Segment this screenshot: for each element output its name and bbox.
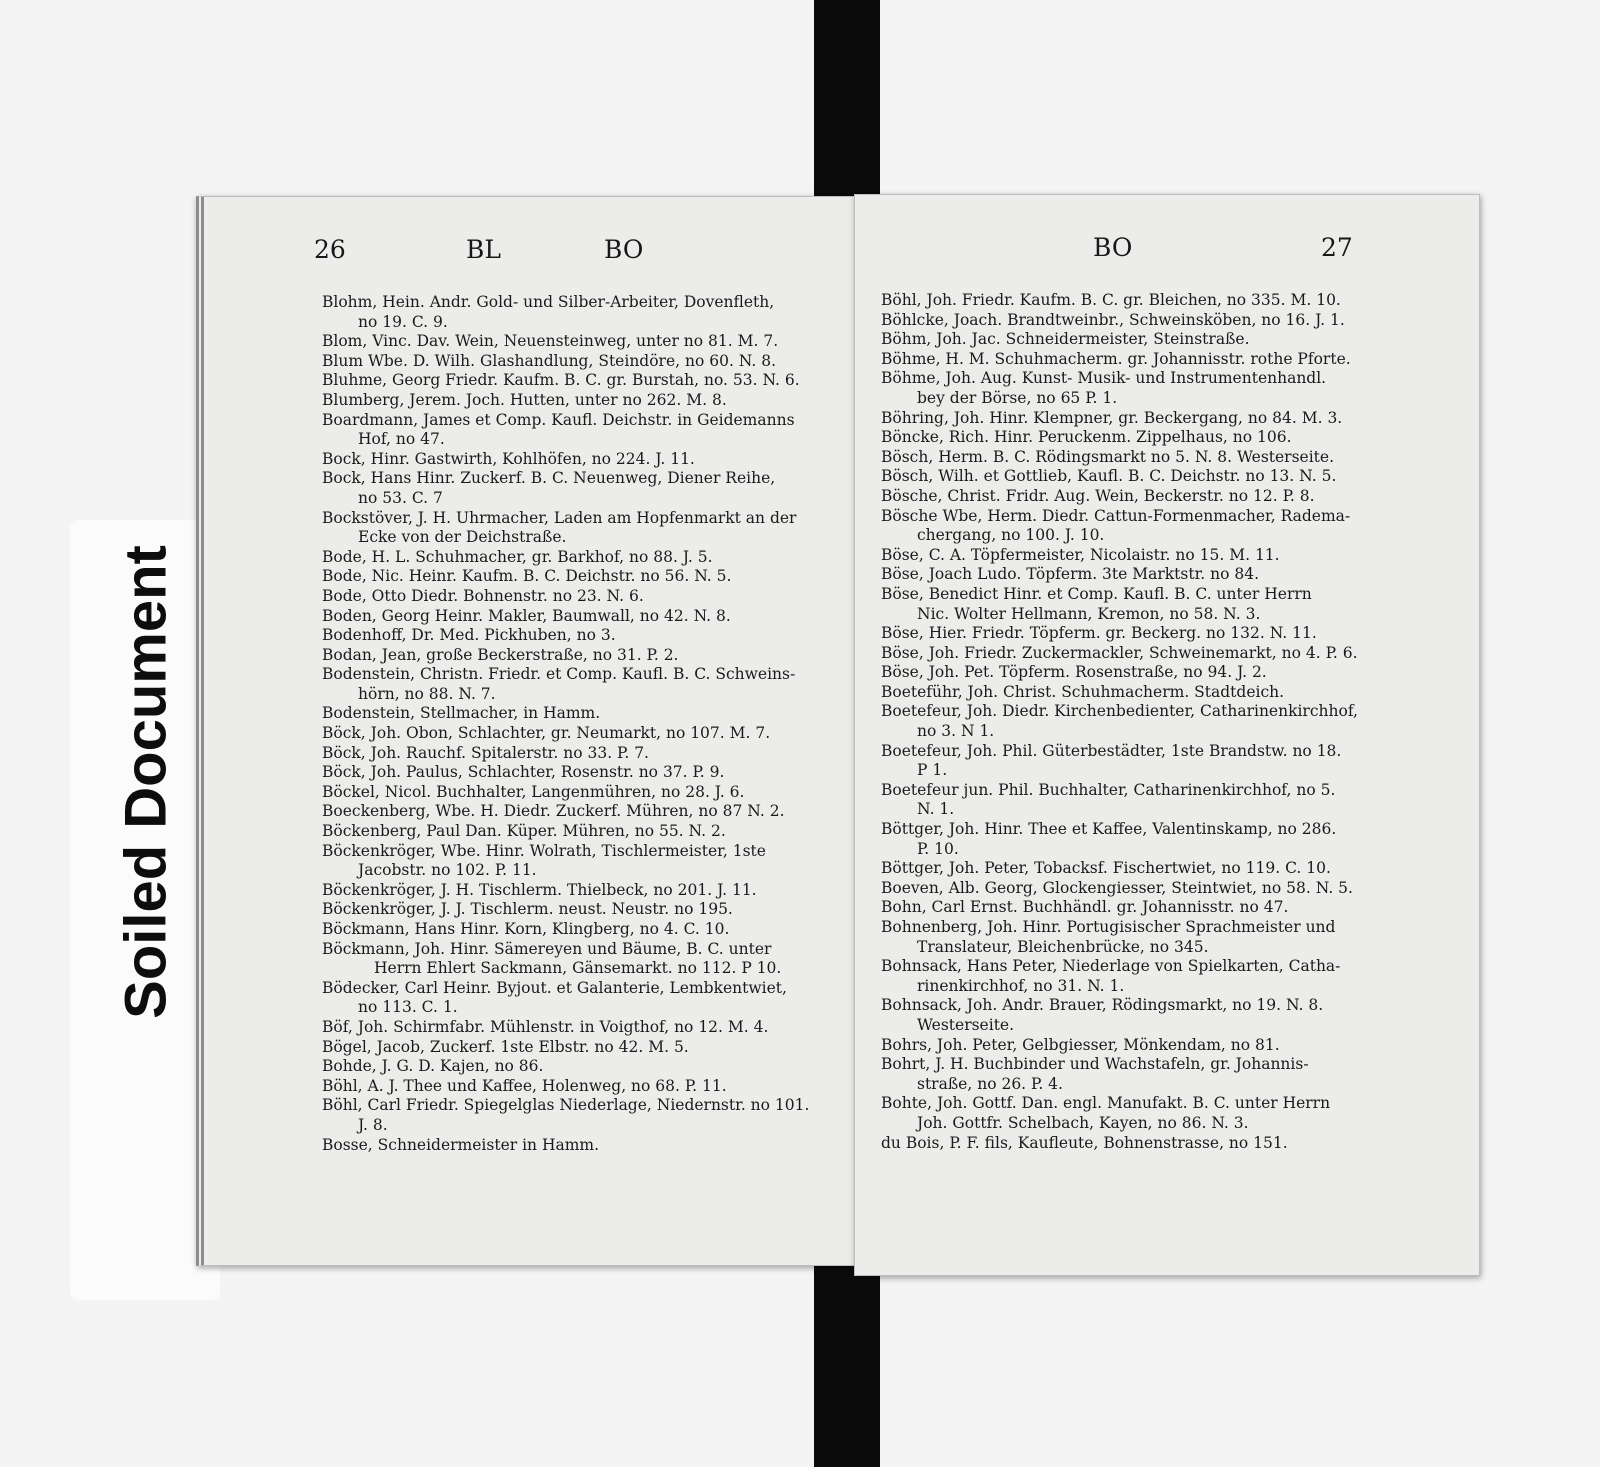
- directory-entry: [322, 352, 822, 372]
- directory-entry: [322, 665, 822, 704]
- left-page-header-bl: BL: [466, 235, 501, 264]
- directory-entry: [322, 587, 822, 607]
- entry-line: Blohm, Hein. Andr. Gold- und Silber-Arbeiter, Dovenfleth,: [322, 293, 775, 311]
- entry-line: Böttger, Joh. Peter, Tobacksf. Fischertwiet, no 119. C. 10.: [881, 859, 1331, 878]
- directory-entry: [322, 567, 822, 587]
- entry-continuation-line: J. 8.: [358, 1115, 388, 1134]
- directory-entry: [322, 626, 822, 646]
- entry-line: Bohn, Carl Ernst. Buchhändl. gr. Johannisstr. no 47.: [881, 898, 1289, 917]
- entry-line: Bode, Nic. Heinr. Kaufm. B. C. Deichstr. no 56. N. 5.: [322, 567, 732, 586]
- directory-entry: [322, 293, 822, 332]
- directory-entry: [322, 802, 822, 822]
- entry-line: Böckenkröger, J. J. Tischlerm. neust. Neustr. no 195.: [322, 900, 733, 919]
- directory-entry: [322, 979, 822, 1018]
- directory-entry: [881, 409, 1401, 429]
- book-spine-bottom: [814, 1266, 880, 1467]
- directory-entry: [881, 1036, 1401, 1056]
- entry-line: Bohrs, Joh. Peter, Gelbgiesser, Mönkendam, no 81.: [881, 1035, 1280, 1054]
- entry-line: Böttger, Joh. Hinr. Thee et Kaffee, Valentinskamp, no 286.: [881, 820, 1337, 839]
- entry-line: Böhl, Joh. Friedr. Kaufm. B. C. gr. Bleichen, no 335. M. 10.: [881, 291, 1341, 309]
- directory-entry: [881, 585, 1401, 624]
- entry-line: Bockstöver, J. H. Uhrmacher, Laden am Hopfenmarkt an der: [322, 508, 797, 527]
- directory-entry: [322, 1096, 822, 1135]
- entry-continuation-line: chergang, no 100. J. 10.: [917, 526, 1105, 545]
- directory-entry: [881, 996, 1401, 1035]
- entry-line: Bösche Wbe, Herm. Diedr. Cattun-Formenmacher, Radema-: [881, 506, 1351, 525]
- entry-line: Bösch, Wilh. et Gottlieb, Kaufl. B. C. Deichstr. no 13. N. 5.: [881, 467, 1337, 486]
- entry-line: Böckmann, Hans Hinr. Korn, Klingberg, no 4. C. 10.: [322, 920, 730, 938]
- right-page-header-bo: BO: [1093, 233, 1133, 262]
- directory-entry: [881, 898, 1401, 918]
- directory-entry: [322, 332, 822, 352]
- directory-entry: [322, 881, 822, 901]
- entry-line: Blom, Vinc. Dav. Wein, Neuensteinweg, unter no 81. M. 7.: [322, 332, 779, 351]
- entry-line: Böck, Joh. Paulus, Schlachter, Rosenstr. no 37. P. 9.: [322, 763, 725, 782]
- entry-continuation-line: no 19. C. 9.: [358, 312, 448, 331]
- right-page-number: 27: [1321, 233, 1353, 262]
- directory-entry: [881, 1055, 1401, 1094]
- entry-line: Bodan, Jean, große Beckerstraße, no 31. P. 2.: [322, 645, 679, 664]
- entry-line: Boetefeur jun. Phil. Buchhalter, Catharinenkirchhof, no 5.: [881, 780, 1336, 799]
- entry-line: Bodenstein, Stellmacher, in Hamm.: [322, 704, 601, 723]
- entry-line: Bödecker, Carl Heinr. Byjout. et Galanterie, Lembkentwiet,: [322, 978, 787, 997]
- directory-entry: [322, 548, 822, 568]
- directory-entry: [322, 940, 822, 979]
- soiled-document-label: Soiled Document: [113, 545, 179, 1019]
- directory-entry: [322, 783, 822, 803]
- entry-line: Boeckenberg, Wbe. H. Diedr. Zuckerf. Mühren, no 87 N. 2.: [322, 802, 785, 821]
- directory-entry: [322, 1057, 822, 1077]
- directory-entry: [881, 742, 1401, 781]
- entry-continuation-line: Translateur, Bleichenbrücke, no 345.: [917, 937, 1209, 956]
- left-page-number: 26: [314, 235, 346, 264]
- entry-continuation-line: Nic. Wolter Hellmann, Kremon, no 58. N. 3.: [917, 604, 1261, 623]
- directory-entry: [322, 1018, 822, 1038]
- directory-entry: [322, 509, 822, 548]
- directory-entry: [322, 822, 822, 842]
- entry-line: Böncke, Rich. Hinr. Peruckenm. Zippelhaus, no 106.: [881, 428, 1292, 447]
- entry-line: Bögel, Jacob, Zuckerf. 1ste Elbstr. no 42. M. 5.: [322, 1037, 689, 1056]
- entry-line: Böckmann, Joh. Hinr. Sämereyen und Bäume, B. C. unter: [322, 939, 772, 958]
- directory-entry: [322, 469, 822, 508]
- directory-entry: [322, 1038, 822, 1058]
- directory-entry: [881, 369, 1401, 408]
- directory-entry: [322, 607, 822, 627]
- entry-line: Bode, Otto Diedr. Bohnenstr. no 23. N. 6.: [322, 586, 644, 605]
- entry-line: Bode, H. L. Schuhmacher, gr. Barkhof, no 88. J. 5.: [322, 547, 713, 566]
- entry-line: Boetefeur, Joh. Phil. Güterbestädter, 1ste Brandstw. no 18.: [881, 741, 1342, 760]
- entry-line: Böhl, Carl Friedr. Spiegelglas Niederlage, Niedernstr. no 101.: [322, 1096, 810, 1115]
- entry-line: Boeteführ, Joh. Christ. Schuhmacherm. Stadtdeich.: [881, 682, 1285, 701]
- entry-line: Bohrt, J. H. Buchbinder und Wachstafeln, gr. Johannis-: [881, 1055, 1309, 1074]
- entry-line: Böck, Joh. Obon, Schlachter, gr. Neumarkt, no 107. M. 7.: [322, 724, 771, 743]
- entry-line: Boardmann, James et Comp. Kaufl. Deichstr. in Geidemanns: [322, 410, 795, 429]
- directory-entry: [881, 644, 1401, 664]
- directory-entry: [881, 546, 1401, 566]
- directory-entry: [881, 957, 1401, 996]
- entry-line: Böhme, Joh. Aug. Kunst- Musik- und Instrumentenhandl.: [881, 369, 1327, 388]
- directory-entry: [881, 820, 1401, 859]
- entry-line: Böse, Joh. Friedr. Zuckermackler, Schweinemarkt, no 4. P. 6.: [881, 643, 1358, 662]
- entry-continuation-line: P 1.: [917, 761, 948, 780]
- entry-line: Böse, C. A. Töpfermeister, Nicolaistr. no 15. M. 11.: [881, 545, 1280, 564]
- entry-line: Boeven, Alb. Georg, Glockengiesser, Steintwiet, no 58. N. 5.: [881, 878, 1353, 897]
- directory-entry: [322, 763, 822, 783]
- entry-line: Bohnenberg, Joh. Hinr. Portugisischer Sprachmeister und: [881, 918, 1336, 936]
- entry-line: Böse, Joh. Pet. Töpferm. Rosenstraße, no 94. J. 2.: [881, 663, 1267, 682]
- directory-entry: [322, 920, 822, 940]
- directory-entry: [881, 291, 1401, 311]
- directory-entry: [881, 330, 1401, 350]
- directory-entry: [881, 311, 1401, 331]
- entry-line: Böhm, Joh. Jac. Schneidermeister, Steinstraße.: [881, 330, 1250, 349]
- entry-continuation-line: straße, no 26. P. 4.: [917, 1074, 1063, 1093]
- left-page-header-bo: BO: [604, 235, 644, 264]
- entry-line: Bösch, Herm. B. C. Rödingsmarkt no 5. N. 8. Westerseite.: [881, 447, 1335, 466]
- entry-line: Böckenkröger, J. H. Tischlerm. Thielbeck, no 201. J. 11.: [322, 880, 757, 899]
- entry-line: Bosse, Schneidermeister in Hamm.: [322, 1135, 600, 1154]
- entry-line: Böse, Joach Ludo. Töpferm. 3te Marktstr. no 84.: [881, 565, 1260, 584]
- directory-entry: [322, 724, 822, 744]
- directory-entry: [881, 859, 1401, 879]
- directory-entry: [881, 565, 1401, 585]
- directory-entry: [322, 704, 822, 724]
- entry-line: Bodenstein, Christn. Friedr. et Comp. Kaufl. B. C. Schweins-: [322, 665, 796, 684]
- entry-continuation-line: Westerseite.: [917, 1015, 1015, 1034]
- entry-line: Böf, Joh. Schirmfabr. Mühlenstr. in Voigthof, no 12. M. 4.: [322, 1017, 769, 1036]
- entry-line: Böhlcke, Joach. Brandtweinbr., Schweinsköben, no 16. J. 1.: [881, 310, 1345, 329]
- book-spine-top: [814, 0, 880, 196]
- directory-entry: [881, 350, 1401, 370]
- entry-continuation-line: no 53. C. 7: [358, 488, 443, 507]
- directory-entry: [322, 646, 822, 666]
- entry-line: Böckenberg, Paul Dan. Küper. Mühren, no 55. N. 2.: [322, 822, 726, 841]
- entry-continuation-line: P. 10.: [917, 839, 959, 858]
- directory-entry: [881, 624, 1401, 644]
- entry-line: Bösche, Christ. Fridr. Aug. Wein, Beckerstr. no 12. P. 8.: [881, 486, 1315, 505]
- entry-line: Bock, Hinr. Gastwirth, Kohlhöfen, no 224. J. 11.: [322, 449, 695, 468]
- directory-entry: [881, 663, 1401, 683]
- entry-continuation-line: hörn, no 88. N. 7.: [358, 684, 496, 703]
- entry-continuation-line: no 113. C. 1.: [358, 998, 458, 1017]
- entry-continuation-line: N. 1.: [917, 800, 955, 819]
- entry-continuation-line: rinenkirchhof, no 31. N. 1.: [917, 976, 1125, 995]
- entry-line: Bohnsack, Joh. Andr. Brauer, Rödingsmarkt, no 19. N. 8.: [881, 996, 1324, 1015]
- entry-line: Boden, Georg Heinr. Makler, Baumwall, no 42. N. 8.: [322, 606, 731, 625]
- directory-entry: [322, 744, 822, 764]
- directory-entry: [881, 487, 1401, 507]
- entry-line: Bodenhoff, Dr. Med. Pickhuben, no 3.: [322, 626, 616, 645]
- directory-entry: [881, 507, 1401, 546]
- right-entry-list: [881, 291, 1401, 1153]
- directory-entry: [881, 448, 1401, 468]
- entry-line: Bock, Hans Hinr. Zuckerf. B. C. Neuenweg, Diener Reihe,: [322, 469, 776, 488]
- entry-line: Bohnsack, Hans Peter, Niederlage von Spielkarten, Catha-: [881, 957, 1341, 976]
- directory-entry: [881, 1134, 1401, 1154]
- entry-continuation-line: Ecke von der Deichstraße.: [358, 528, 567, 547]
- directory-entry: [881, 879, 1401, 899]
- entry-line: Böse, Benedict Hinr. et Comp. Kaufl. B. C. unter Herrn: [881, 584, 1312, 603]
- directory-entry: [322, 371, 822, 391]
- entry-line: du Bois, P. F. fils, Kaufleute, Bohnenstrasse, no 151.: [881, 1133, 1288, 1152]
- directory-entry: [881, 683, 1401, 703]
- entry-line: Böckenkröger, Wbe. Hinr. Wolrath, Tischlermeister, 1ste: [322, 841, 766, 860]
- entry-line: Böhring, Joh. Hinr. Klempner, gr. Beckergang, no 84. M. 3.: [881, 408, 1343, 427]
- entry-line: Blum Wbe. D. Wilh. Glashandlung, Steindöre, no 60. N. 8.: [322, 351, 777, 370]
- entry-continuation-line: Joh. Gottfr. Schelbach, Kayen, no 86. N. 3.: [917, 1113, 1249, 1132]
- entry-continuation-line: no 3. N 1.: [917, 722, 995, 741]
- directory-entry: [881, 918, 1401, 957]
- entry-line: Boetefeur, Joh. Diedr. Kirchenbedienter, Catharinenkirchhof,: [881, 702, 1358, 721]
- directory-entry: [881, 702, 1401, 741]
- entry-line: Böse, Hier. Friedr. Töpferm. gr. Beckerg. no 132. N. 11.: [881, 624, 1317, 643]
- directory-entry: [322, 900, 822, 920]
- directory-entry: [322, 1077, 822, 1097]
- entry-line: Böck, Joh. Rauchf. Spitalerstr. no 33. P. 7.: [322, 743, 649, 762]
- entry-line: Böhl, A. J. Thee und Kaffee, Holenweg, no 68. P. 11.: [322, 1076, 727, 1095]
- directory-entry: [322, 391, 822, 411]
- directory-entry: [322, 411, 822, 450]
- entry-line: Böckel, Nicol. Buchhalter, Langenmühren, no 28. J. 6.: [322, 782, 745, 801]
- left-entry-list: [322, 293, 822, 1155]
- entry-line: Blumberg, Jerem. Joch. Hutten, unter no 262. M. 8.: [322, 390, 727, 409]
- entry-line: Bohte, Joh. Gottf. Dan. engl. Manufakt. B. C. unter Herrn: [881, 1094, 1331, 1113]
- left-page: [196, 196, 859, 1266]
- directory-entry: [881, 428, 1401, 448]
- right-page: [854, 194, 1480, 1276]
- entry-continuation-line: Hof, no 47.: [358, 430, 445, 449]
- directory-entry: [881, 781, 1401, 820]
- directory-entry: [881, 467, 1401, 487]
- directory-entry: [322, 842, 822, 881]
- directory-entry: [881, 1094, 1401, 1133]
- entry-line: Böhme, H. M. Schuhmacherm. gr. Johannisstr. rothe Pforte.: [881, 349, 1351, 368]
- directory-entry: [322, 1136, 822, 1156]
- entry-line: Bluhme, Georg Friedr. Kaufm. B. C. gr. Burstah, no. 53. N. 6.: [322, 371, 800, 390]
- entry-continuation-line: Jacobstr. no 102. P. 11.: [358, 861, 537, 880]
- directory-entry: [322, 450, 822, 470]
- entry-continuation-line: bey der Börse, no 65 P. 1.: [917, 388, 1118, 407]
- entry-continuation-line: Herrn Ehlert Sackmann, Gänsemarkt. no 112. P 10.: [374, 959, 782, 978]
- entry-line: Bohde, J. G. D. Kajen, no 86.: [322, 1057, 544, 1076]
